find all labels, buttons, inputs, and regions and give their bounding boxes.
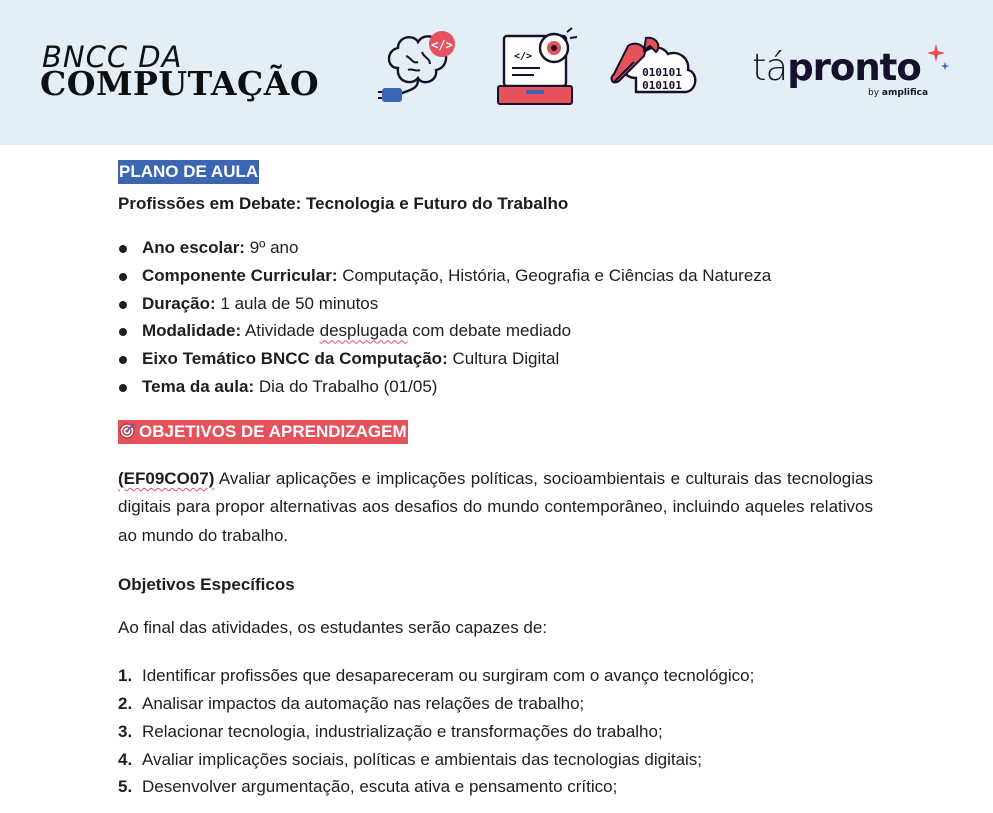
specific-objectives-list: [118, 662, 873, 801]
svg-text:</>: </>: [431, 38, 453, 52]
list-item: 4. Avaliar implicações sociais, políticas e ambientais das tecnologias digitais;: [118, 749, 703, 769]
brand-title: COMPUTAÇÃO: [40, 64, 320, 103]
binary-line-1: 010101: [642, 66, 682, 79]
plano-de-aula-tag: PLANO DE AULA: [118, 160, 259, 184]
logo-byline: [868, 88, 928, 98]
specific-objectives-intro: Ao final das atividades, os estudantes serão capazes de:: [118, 618, 548, 638]
list-item: Modalidade: Atividade desplugada com debate mediado: [118, 317, 873, 345]
list-item: 5. Desenvolver argumentação, escuta ativa e pensamento crítico;: [118, 777, 618, 797]
sparkle-icon: [927, 44, 951, 74]
binary-line-2: 010101: [642, 79, 682, 92]
brain-code-icon: [378, 28, 468, 110]
logo-by: by: [868, 88, 880, 98]
brand-subtitle: BNCC DA: [42, 40, 183, 74]
header-banner: [0, 0, 993, 145]
logo-ta: tá: [752, 46, 788, 89]
logo-amplifica: amplifica: [881, 88, 929, 98]
svg-text:</>: </>: [514, 51, 533, 62]
list-item: Componente Curricular: Computação, História, Geografia e Ciências da Natureza: [118, 262, 873, 290]
laptop-code-icon: [494, 26, 584, 110]
list-item: Ano escolar: 9º ano: [118, 234, 873, 262]
list-item: Eixo Temático BNCC da Computação: Cultura Digital: [118, 345, 873, 373]
list-item: 2. Analisar impactos da automação nas relações de trabalho;: [118, 694, 585, 714]
list-item: 1. Identificar profissões que desapareceram ou surgiram com o avanço tecnológico;: [118, 666, 755, 686]
list-item: Tema da aula: Dia do Trabalho (01/05): [118, 373, 873, 401]
list-item: Duração: 1 aula de 50 minutos: [118, 290, 873, 318]
spellcheck-mark: desplugada: [319, 321, 408, 341]
bncc-code: (EF09CO07): [118, 468, 215, 488]
bncc-objective-paragraph: (EF09CO07) Avaliar aplicações e implicações políticas, socioambientais e culturais das tecnologias digitais para propor alternativas aos desafios do mundo contemporâneo, incluindo aqueles relativos ao mundo do trabalho.: [118, 468, 873, 545]
target-icon: [119, 423, 135, 439]
ta-pronto-logo: [752, 46, 921, 89]
objetivos-tag: OBJETIVOS DE APRENDIZAGEM: [118, 420, 408, 444]
meta-list: [118, 234, 873, 401]
list-item: 3. Relacionar tecnologia, industrialização e transformações do trabalho;: [118, 721, 663, 741]
logo-pronto: pronto: [787, 46, 921, 89]
lesson-title: Profissões em Debate: Tecnologia e Futuro do Trabalho: [118, 194, 569, 213]
specific-objectives-heading: Objetivos Específicos: [118, 575, 295, 595]
wrench-cloud-binary-icon: [606, 32, 706, 112]
lesson-plan-content: [118, 160, 873, 801]
